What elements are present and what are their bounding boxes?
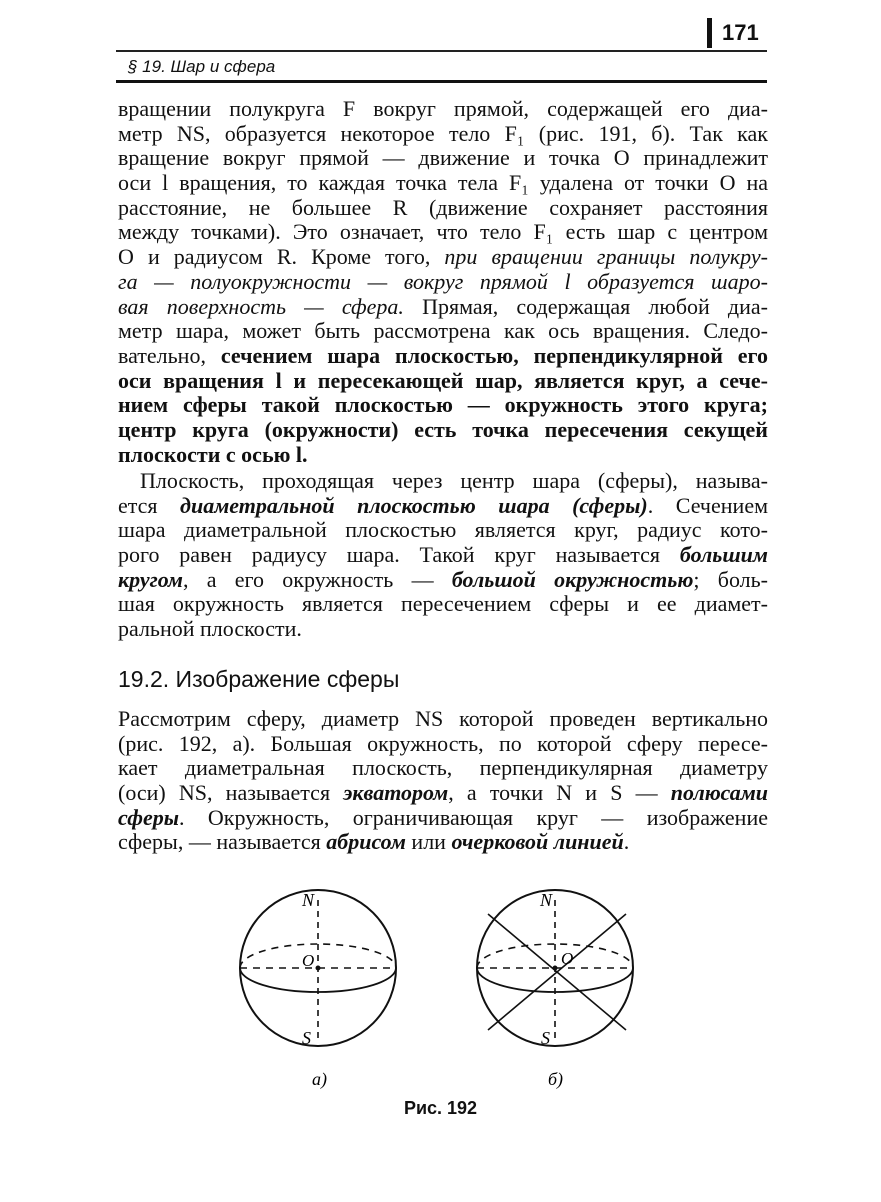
text-line bbox=[118, 494, 768, 519]
text-line: вращение вокруг прямой — движение и точка O принадлежит bbox=[118, 145, 768, 171]
term-text: большим bbox=[679, 542, 768, 568]
label-s-b: S bbox=[541, 1028, 550, 1048]
label-o-b: O bbox=[561, 949, 574, 968]
sphere-figure bbox=[230, 880, 650, 1100]
text-run: сферы, — называется bbox=[118, 829, 327, 855]
section-heading bbox=[118, 666, 399, 693]
text-line bbox=[118, 344, 768, 369]
text-line: Плоскость, проходящая через центр шара (сферы), называ- bbox=[140, 468, 768, 493]
text-line: шара диаметральной плоскостью является круг, радиус кото- bbox=[118, 517, 768, 543]
text-line: расстояние, не большее R (движение сохраняет расстояния bbox=[118, 194, 768, 220]
bold-text: сечением шара плоскостью, перпендикулярной его bbox=[220, 342, 768, 368]
sphere-b-center bbox=[553, 966, 557, 970]
sphere-b bbox=[477, 890, 633, 1046]
text-run: (оси) NS, называется bbox=[118, 780, 344, 806]
sphere-a bbox=[240, 890, 396, 1046]
label-n-b: N bbox=[540, 890, 553, 910]
text-run: O и радиусом R. Кроме того, bbox=[118, 244, 445, 270]
text-run: рого равен радиусу шара. Такой круг называется bbox=[118, 542, 680, 568]
text-run: ; боль- bbox=[693, 566, 769, 592]
term-text: экватором bbox=[343, 780, 449, 806]
text-run: . Сечением bbox=[647, 492, 768, 518]
term-text: полюсами bbox=[670, 780, 769, 806]
text-run: вательно, bbox=[118, 342, 221, 368]
figure-caption: Рис. 192 bbox=[403, 1098, 478, 1118]
header-rule bbox=[116, 50, 767, 52]
text-line: Рассмотрим сферу, диаметр NS которой проведен вертикально bbox=[118, 706, 768, 731]
text-line bbox=[118, 568, 768, 593]
label-o-a: O bbox=[302, 951, 315, 970]
text-line bbox=[118, 245, 768, 270]
bold-line: нием сферы такой плоскостью — окружность этого круга; bbox=[118, 392, 768, 418]
header-rule-thick bbox=[116, 80, 767, 83]
text-line: между точками). Это означает, что тело F₁ есть шар с центром bbox=[118, 219, 768, 245]
text-line bbox=[118, 543, 768, 568]
bold-line: плоскости с осью l. bbox=[118, 441, 308, 467]
term-text: большой окружностью bbox=[451, 566, 694, 592]
section-heading-text: 19.2. Изображение сферы bbox=[118, 666, 400, 692]
text-line: метр NS, образуется некоторое тело F₁ (рис. 191, б). Так как bbox=[118, 120, 768, 146]
term-text: кругом bbox=[118, 566, 183, 592]
text-run: , а точки N и S — bbox=[448, 780, 671, 806]
subfigure-label-a: а) bbox=[312, 1069, 327, 1089]
running-head: § 19. Шар и сфера bbox=[128, 57, 276, 76]
bold-line: центр круга (окружности) есть точка пересечения секущей bbox=[118, 416, 768, 442]
subfigure-label-b: б) bbox=[548, 1069, 564, 1089]
text-line bbox=[118, 806, 768, 831]
text-line bbox=[118, 295, 768, 320]
text-line: шая окружность является пересечением сферы и ее диамет- bbox=[118, 591, 768, 617]
label-s-a: S bbox=[302, 1028, 311, 1048]
text-line: метр шара, может быть рассмотрена как ось вращения. Следо- bbox=[118, 318, 768, 344]
text-line: вращении полукруга F вокруг прямой, содержащей его диа- bbox=[118, 96, 768, 121]
paragraph-1 bbox=[118, 97, 768, 467]
text-line bbox=[118, 830, 768, 855]
label-n-a: N bbox=[302, 890, 315, 910]
page-number: 171 bbox=[722, 20, 759, 45]
sphere-a-center bbox=[316, 966, 320, 970]
text-run: . Окружность, ограничивающая круг — изображение bbox=[179, 804, 768, 830]
text-line: ральной плоскости. bbox=[118, 616, 302, 642]
italic-text: вая поверхность — сфера. bbox=[118, 293, 404, 319]
paragraph-2 bbox=[118, 469, 768, 642]
italic-text: при вращении границы полукру- bbox=[444, 244, 768, 270]
bold-line: оси вращения l и пересекающей шар, является круг, а сече- bbox=[118, 367, 768, 393]
text-line: кает диаметральная плоскость, перпендикулярная диаметру bbox=[118, 755, 768, 781]
term-text: абрисом bbox=[326, 829, 406, 855]
term-text: диаметральной плоскостью шара (сферы) bbox=[180, 492, 648, 518]
text-run: Прямая, содержащая любой диа- bbox=[403, 293, 768, 319]
term-text: сферы bbox=[118, 804, 179, 830]
text-run: . bbox=[623, 829, 630, 855]
text-run: ется bbox=[118, 492, 181, 518]
term-text: очерковой линией bbox=[451, 829, 624, 855]
italic-line: га — полуокружности — вокруг прямой l образуется шаро- bbox=[118, 268, 768, 294]
text-line: (рис. 192, а). Большая окружность, по которой сферу пересе- bbox=[118, 730, 768, 756]
text-line bbox=[118, 781, 768, 806]
paragraph-3 bbox=[118, 707, 768, 855]
text-line: оси l вращения, то каждая точка тела F₁ удалена от точки O на bbox=[118, 170, 768, 196]
page-number-bar bbox=[707, 18, 712, 48]
text-run: , а его окружность — bbox=[182, 566, 452, 592]
text-run: или bbox=[405, 829, 452, 855]
